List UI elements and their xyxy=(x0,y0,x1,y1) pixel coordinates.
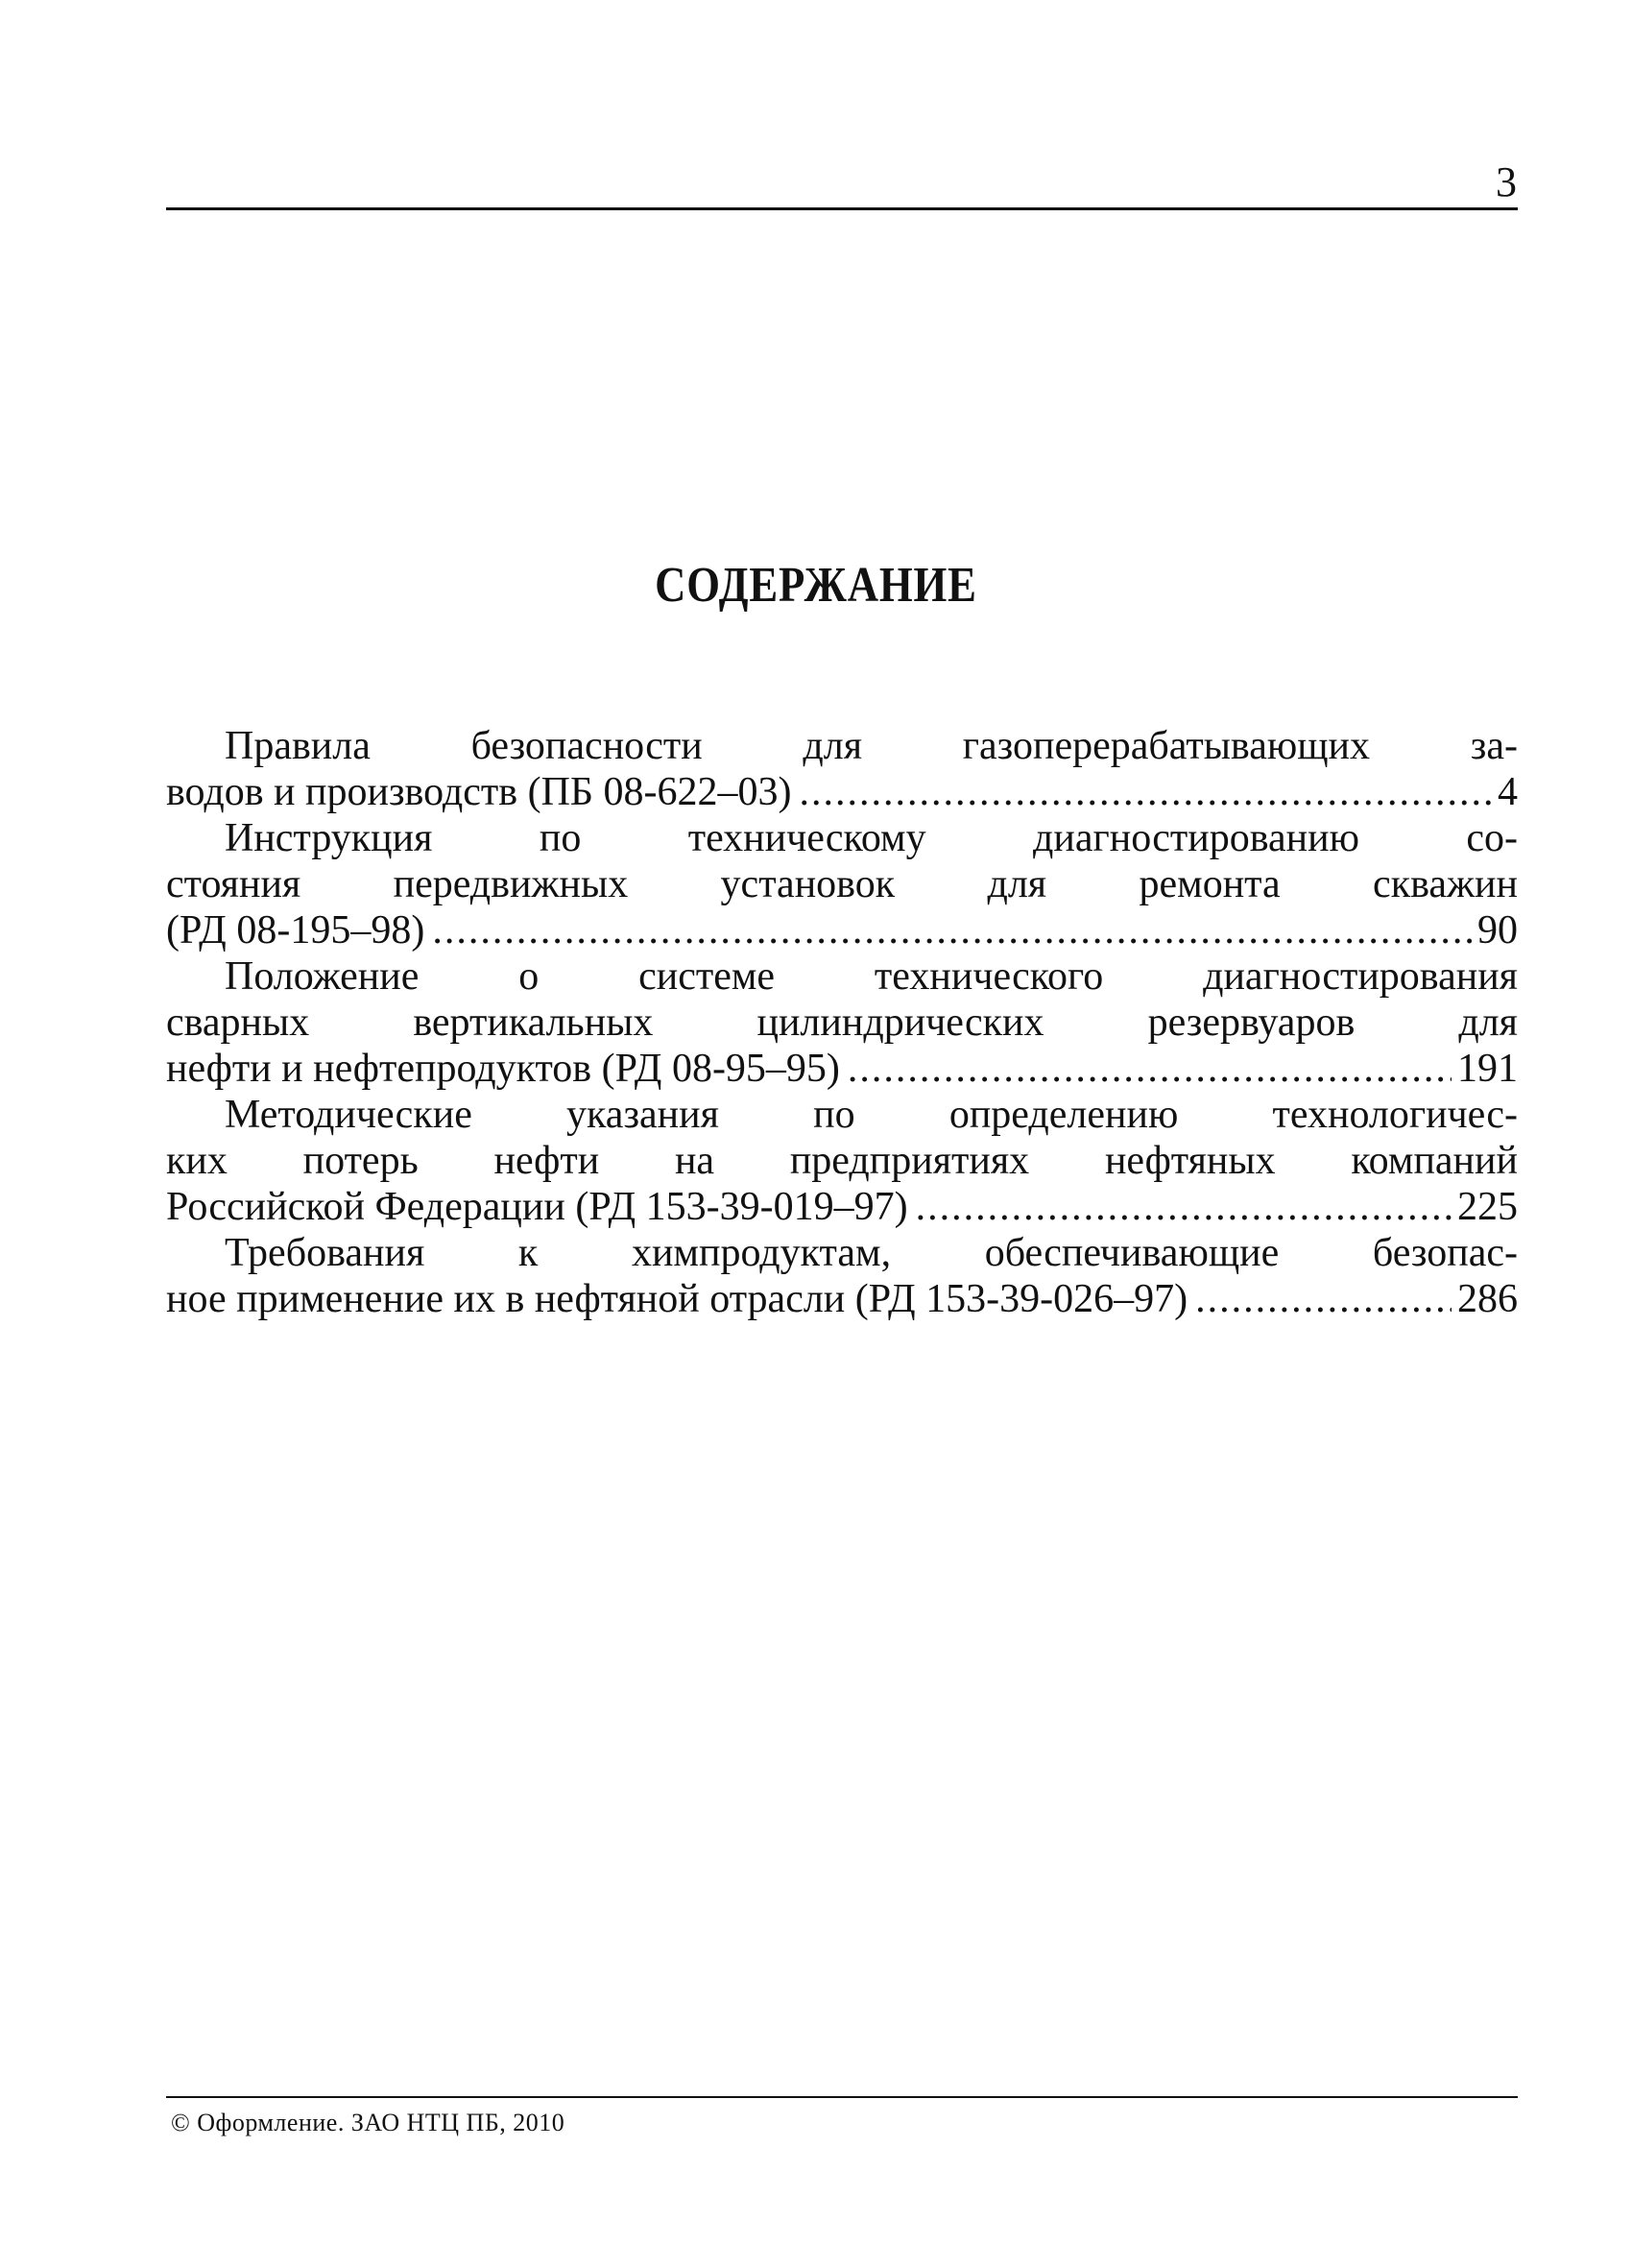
toc-entry[interactable] xyxy=(166,953,1518,1092)
toc-entry-line: Правила безопасности для газоперерабатывающих за- xyxy=(225,724,1518,768)
toc-page-number: 225 xyxy=(1457,1185,1518,1229)
toc-entry-text: (РД 08-195–98) xyxy=(166,908,425,953)
page-title: СОДЕРЖАНИЕ xyxy=(655,558,977,613)
toc-entry-line: ких потерь нефти на предприятиях нефтяных компаний xyxy=(166,1139,1518,1183)
toc-entry[interactable] xyxy=(166,815,1518,953)
toc-entry-text: нефти и нефтепродуктов (РД 08-95–95) xyxy=(166,1047,840,1091)
toc-page-number: 4 xyxy=(1498,770,1518,814)
toc-page-number: 286 xyxy=(1457,1277,1518,1321)
toc-entry-final-line xyxy=(166,907,1518,953)
dot-leader xyxy=(848,1046,1452,1092)
toc-entry-final-line xyxy=(166,769,1518,815)
toc-entry-line: Положение о системе технического диагностирования xyxy=(225,954,1518,999)
page-number: 3 xyxy=(1496,158,1517,205)
toc-entry-line: Требования к химпродуктам, обеспечивающие безопас- xyxy=(225,1231,1518,1275)
toc-entry-final-line xyxy=(166,1184,1518,1230)
toc-entry-line: Методические указания по определению технологичес- xyxy=(225,1093,1518,1137)
toc-page-number: 90 xyxy=(1477,908,1518,953)
toc-entry-text: ное применение их в нефтяной отрасли (РД 153-39-026–97) xyxy=(166,1277,1188,1321)
toc-entry-text: Российской Федерации (РД 153-39-019–97) xyxy=(166,1185,908,1229)
dot-leader xyxy=(432,907,1472,953)
toc-entry-final-line xyxy=(166,1276,1518,1322)
dot-leader xyxy=(800,769,1493,815)
dot-leader xyxy=(916,1184,1452,1230)
dot-leader xyxy=(1195,1276,1452,1322)
header-rule xyxy=(166,207,1518,210)
toc-entry-final-line xyxy=(166,1046,1518,1092)
toc-entry-line: сварных вертикальных цилиндрических резервуаров для xyxy=(166,1001,1518,1045)
toc-page-number: 191 xyxy=(1457,1047,1518,1091)
copyright-footer: © Оформление. ЗАО НТЦ ПБ, 2010 xyxy=(171,2109,565,2136)
footer-rule xyxy=(166,2096,1518,2098)
toc-entry[interactable] xyxy=(166,723,1518,815)
toc-entry-line: стояния передвижных установок для ремонта скважин xyxy=(166,862,1518,906)
toc-entry-text: водов и производств (ПБ 08-622–03) xyxy=(166,770,792,814)
toc-entry-line: Инструкция по техническому диагностированию со- xyxy=(225,816,1518,860)
table-of-contents xyxy=(166,723,1518,1322)
toc-entry[interactable] xyxy=(166,1092,1518,1230)
toc-entry[interactable] xyxy=(166,1230,1518,1322)
